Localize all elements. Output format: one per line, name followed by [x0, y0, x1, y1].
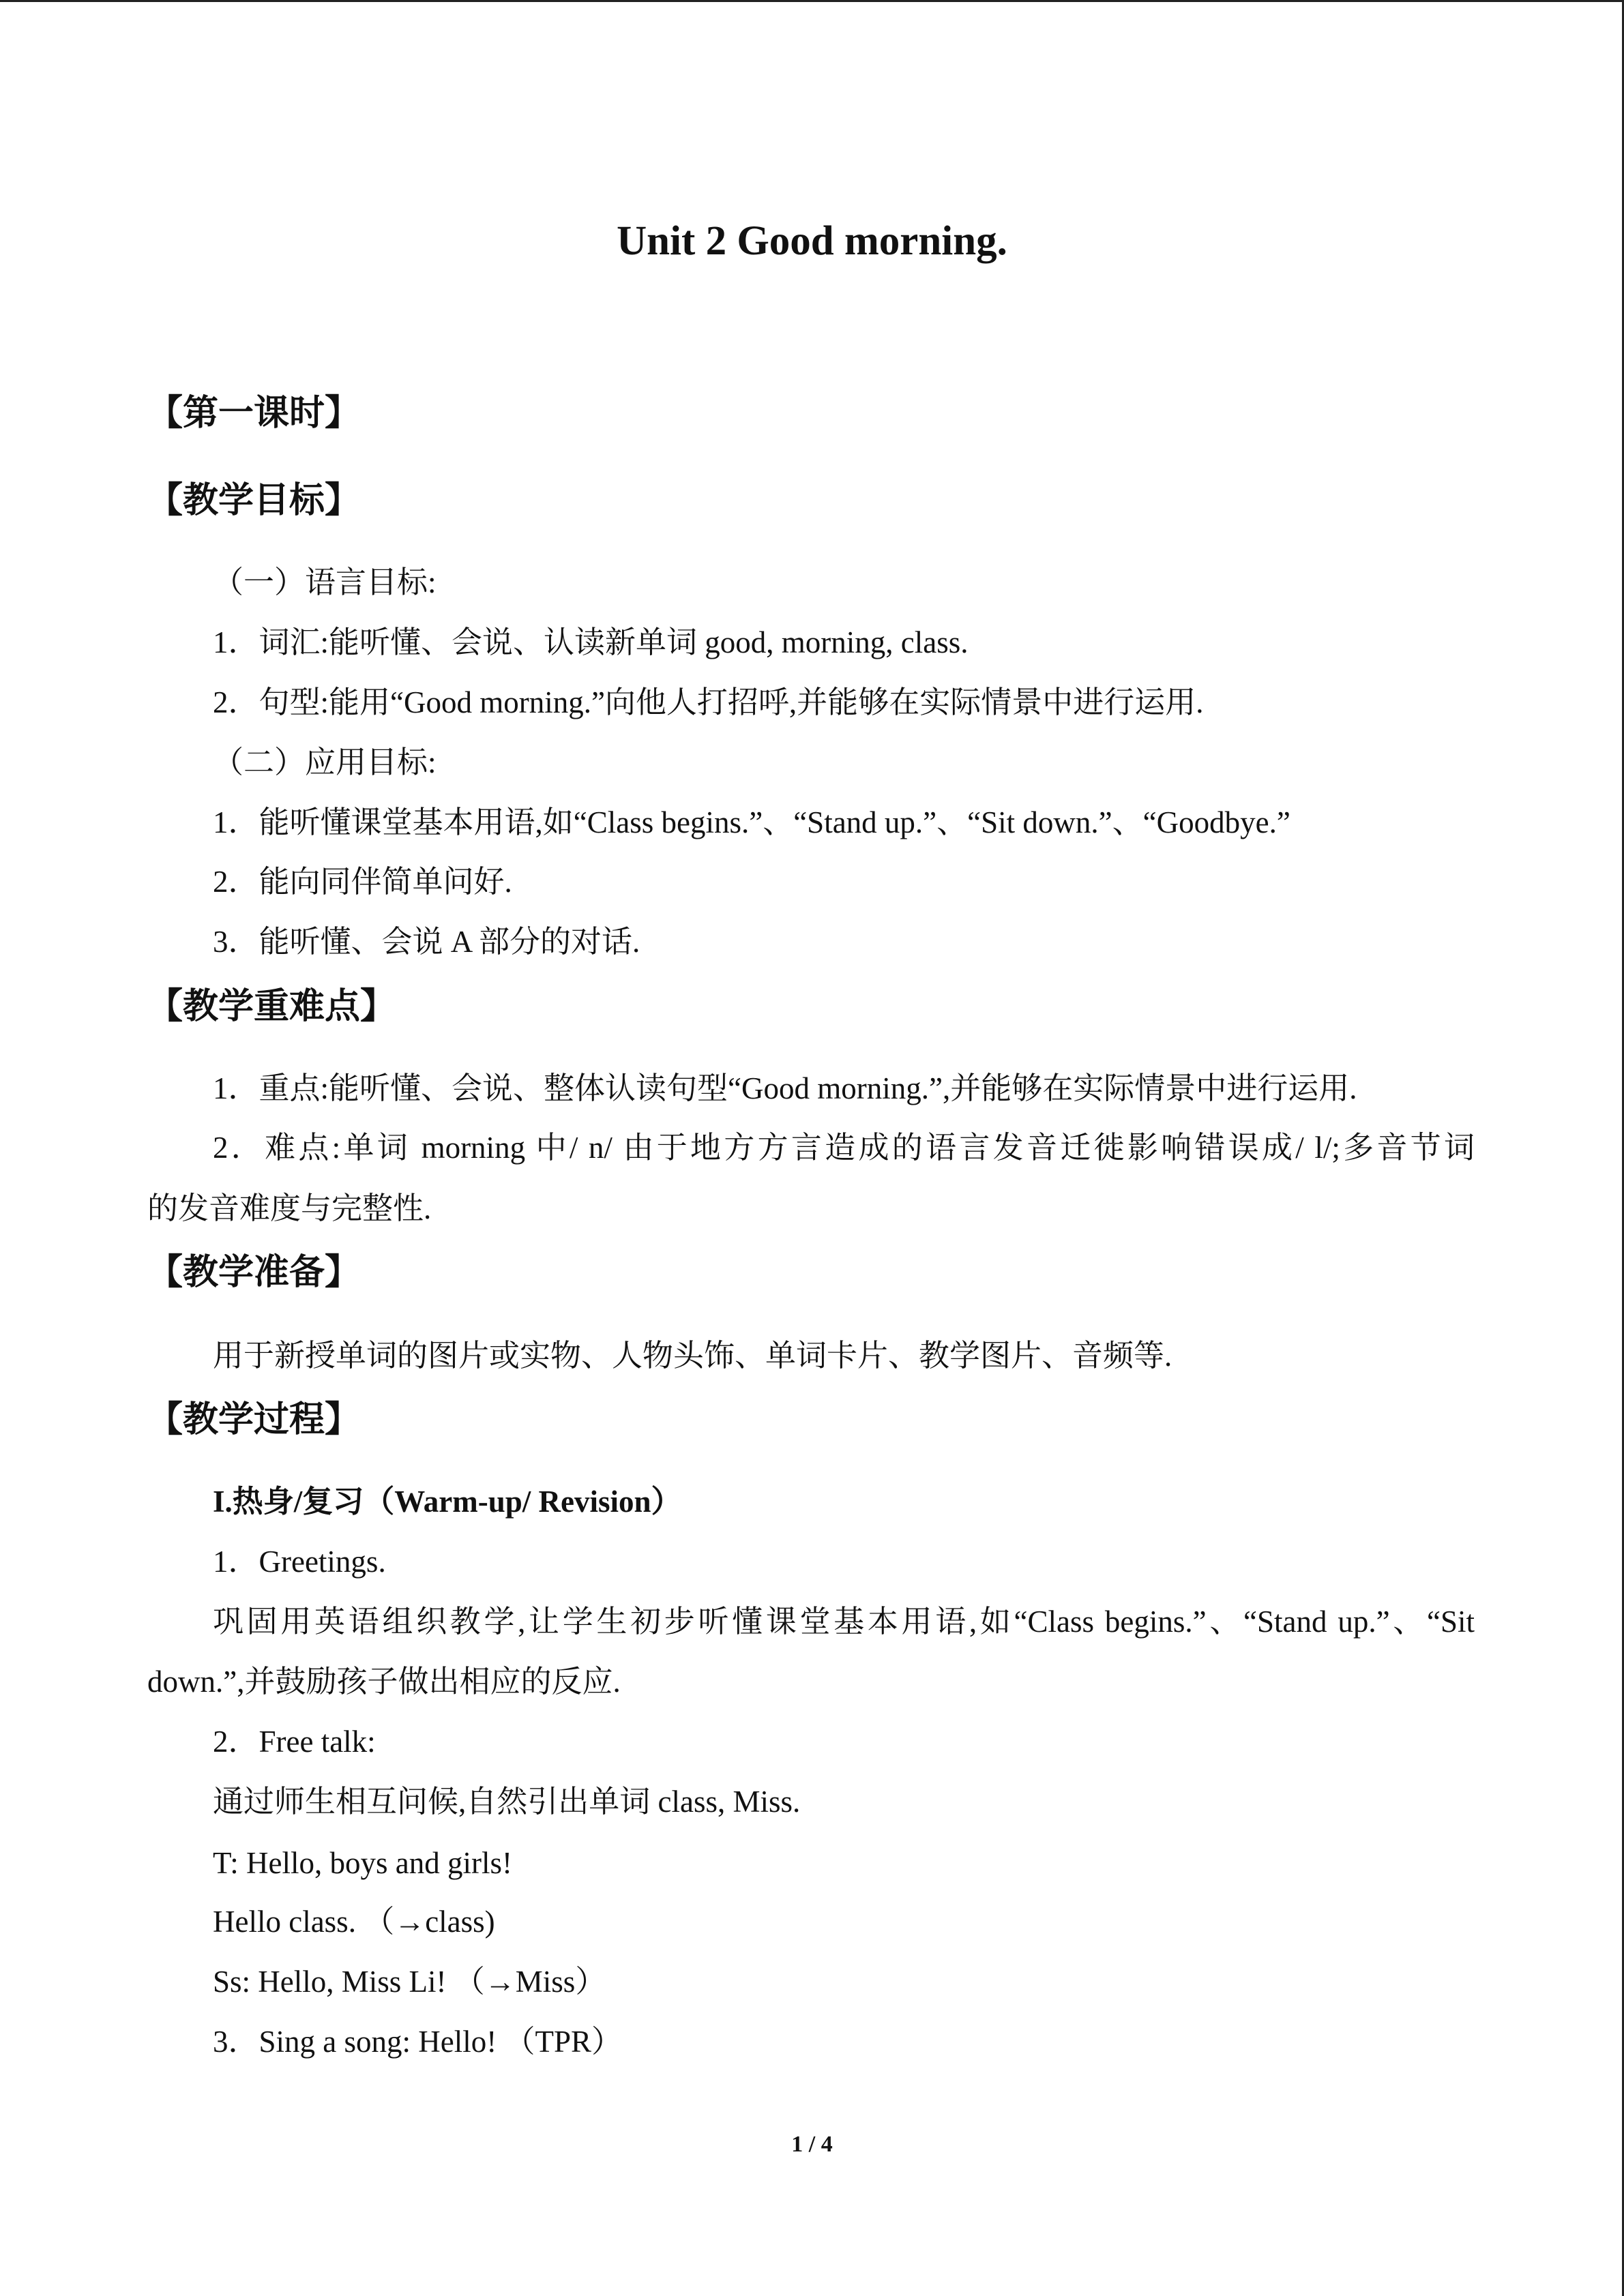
- language-goal-label: （一）语言目标:: [213, 565, 437, 599]
- key-point-2-line1: 2．难点:单词 morning 中/ n/ 由于地方方言造成的语言发音迁徙影响错误成/ l/;多音节词: [213, 1131, 1475, 1165]
- teacher-line: T: Hello, boys and girls!: [213, 1846, 512, 1880]
- students-line: Ss: Hello, Miss Li! （→Miss）: [213, 1965, 606, 1999]
- sentence-goal: 2．句型:能用“Good morning.”向他人打招呼,并能够在实际情景中进行运用.: [213, 685, 1204, 719]
- application-goal-3: 3．能听懂、会说 A 部分的对话.: [213, 925, 640, 959]
- heading-objectives: 【教学目标】: [147, 480, 361, 521]
- application-goal-label: （二）应用目标:: [213, 745, 437, 779]
- document-title: Unit 2 Good morning.: [617, 218, 1007, 264]
- free-talk-desc: 通过师生相互问候,自然引出单词 class, Miss.: [213, 1785, 801, 1819]
- preparation-text: 用于新授单词的图片或实物、人物头饰、单词卡片、教学图片、音频等.: [213, 1339, 1172, 1373]
- greetings-item: 1．Greetings.: [213, 1545, 386, 1579]
- heading-process: 【教学过程】: [147, 1399, 361, 1440]
- key-point-2-line2: 的发音难度与完整性.: [147, 1191, 432, 1225]
- application-goal-2: 2．能向同伴简单问好.: [213, 865, 512, 899]
- heading-preparation: 【教学准备】: [147, 1252, 361, 1293]
- warmup-heading: I.热身/复习（Warm-up/ Revision）: [213, 1485, 682, 1519]
- greetings-desc-line1: 巩固用英语组织教学,让学生初步听懂课堂基本用语,如“Class begins.”、“Stand up.”、“Sit: [213, 1605, 1475, 1639]
- page-number: 1 / 4: [791, 2132, 833, 2157]
- key-point-1: 1．重点:能听懂、会说、整体认读句型“Good morning.”,并能够在实际情景中进行运用.: [213, 1071, 1357, 1105]
- application-goal-1: 1．能听懂课堂基本用语,如“Class begins.”、“Stand up.”、“Sit down.”、“Goodbye.”: [213, 805, 1290, 839]
- song-item: 3．Sing a song: Hello! （TPR）: [213, 2025, 623, 2059]
- hello-class-line: Hello class. （→class): [213, 1905, 495, 1939]
- greetings-desc-line2: down.”,并鼓励孩子做出相应的反应.: [147, 1665, 621, 1699]
- heading-lesson: 【第一课时】: [147, 393, 361, 434]
- vocab-goal: 1．词汇:能听懂、会说、认读新单词 good, morning, class.: [213, 625, 969, 659]
- heading-key-points: 【教学重难点】: [147, 986, 396, 1027]
- free-talk-item: 2．Free talk:: [213, 1725, 376, 1759]
